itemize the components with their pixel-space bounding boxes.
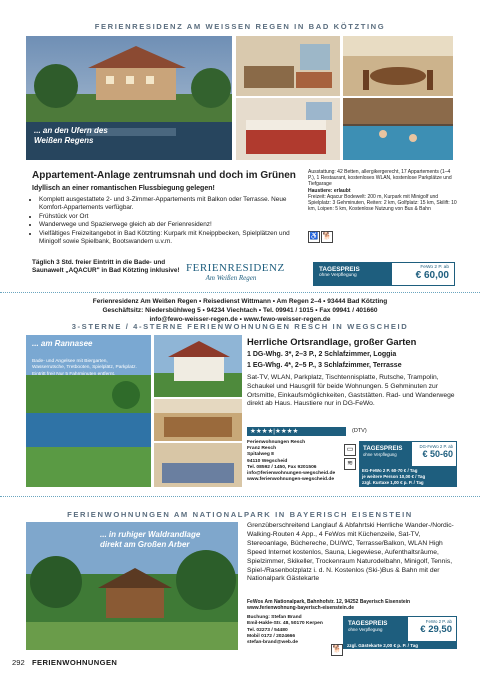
dog-icon: 🐕 [331, 644, 343, 656]
price-from: FeWo 2 P. ab [420, 265, 449, 270]
wifi-icon: ≋ [344, 458, 356, 470]
contact-line: info@fewo-weisser-regen.de • www.fewo-weisser-regen.de [149, 316, 331, 324]
contact-block-3 [247, 599, 459, 612]
feature-item: • Wanderwege und Spazierwege gleich ab der Ferienresidenz! [39, 221, 296, 229]
photo-caption-1: ... in ruhiger Waldrandlage [100, 530, 201, 539]
photo-dining-room [343, 36, 453, 96]
footer-section: FERIENWOHNUNGEN [32, 658, 118, 667]
photo-kitchen [154, 399, 242, 441]
address-line: Spitalweg 8 [247, 452, 274, 458]
info-pets: Haustiere: erlaubt [308, 187, 351, 194]
logo-main: FERIENRESIDENZ [186, 262, 285, 274]
address-line: Mobil 0172 / 2024666 [247, 633, 296, 639]
info-amenities: Ausstattung: 42 Betten, allergikergerecht, 17 Appartements (1–4 P.), 1 Restaurant, kostenloses WLAN, kostenlose Parkplätze und Tiefgarage [308, 169, 452, 188]
section-title-1: FERIENRESIDENZ AM WEISSEN REGEN IN BAD KÖTZTING [94, 22, 386, 31]
price-box-1 [313, 262, 455, 286]
address-line: 94110 Wegscheid [247, 458, 288, 464]
price-label: TAGESPREIS [319, 266, 360, 273]
apartment-line-2: 1 EG-Whg. 4*, 2–5 P., 3 Schlafzimmer, Terrasse [247, 362, 402, 369]
dog-icon: 🐕 [321, 231, 333, 243]
page-number: 292 [12, 658, 25, 667]
address-line: Buchung: Stefan Brand [247, 615, 302, 620]
feature-list [30, 196, 296, 246]
address-block-3 [247, 615, 347, 646]
price-box-2 [359, 441, 457, 467]
extra-price-line: je weitere Person 10,00 € / Tag [362, 474, 426, 479]
address-line: stefan-brand@web.de [247, 640, 298, 646]
promo-text: Täglich 3 Std. freier Eintritt in die Bade- und Saunawelt „AQACUR" in Bad Kötzting inklusive! [32, 259, 180, 275]
price-value: € 60,00 [415, 270, 449, 281]
section-title-2: 3-STERNE / 4-STERNE FERIENWOHNUNGEN RESCH IN WEGSCHEID [71, 322, 409, 331]
price-value: € 50-60 [422, 449, 453, 459]
contact-line: FeWos Am Nationalpark, Bahnhofstr. 12, 94252 Bayerisch Eisenstein [247, 599, 411, 605]
star-rating: ★★★★|★★★★ [247, 427, 346, 436]
price-label: TAGESPREIS [363, 445, 403, 452]
address-line: Tel. 02273 / 54480 [247, 627, 288, 633]
photo-caption-2: Weißen Regens [34, 136, 94, 145]
rating-label: (DTV) [352, 428, 367, 434]
feature-item: • Vielfältiges Freizeitangebot in Bad Kötzting: Kurpark mit Kneippbecken, Spielplätzen und Minigolf sowie Spielbank, Bootswandern u.v.m. [39, 230, 296, 247]
price-sub: ohne Verpflegung [319, 273, 357, 278]
address-line: info@ferienwohnungen-wegscheid.de [247, 471, 336, 477]
divider [0, 496, 480, 497]
photo-riverside [26, 36, 232, 160]
feature-item: • Frühstück vor Ort [39, 213, 296, 221]
logo-sub: Am Weißen Regen [205, 274, 257, 282]
address-line: Ferienwohnungen Resch [247, 440, 306, 445]
info-block-1 [308, 169, 458, 212]
price-sub: ohne Verpflegung [348, 627, 383, 632]
address-line: www.ferienwohnungen-wegscheid.de [247, 477, 335, 483]
extra-prices-2 [359, 467, 457, 487]
photo-text: Bade- und Angelsee mit Biergarten, Wasserrutsche, Tretbooten, Spielplätz, Parkplatz. Eintritt frei! Nur 5 Fahrminuten entfernt. [32, 359, 137, 377]
description-2: Sat-TV, WLAN, Parkplatz, Tischtennisplatte, Rutsche, Trampolin, Schaukel und Hausgrill für beide Wohnungen. 5 Gehminuten zur Ortsmitte, Einkaufsmöglichkeiten, Gaststätten. Rad- und Wanderwege direkt ab Haus. Haustiere nur in DG-FeWo. [247, 374, 455, 408]
photo-bedroom-2 [154, 443, 242, 487]
residence-logo [186, 262, 285, 282]
photo-pool [343, 98, 453, 160]
photo-caption-1: ... an den Ufern des [34, 126, 108, 135]
photo-bedroom [236, 98, 340, 160]
tv-icon: ▭ [344, 444, 356, 456]
address-line: Tel. 08592 / 1450, Fax 9201506 [247, 464, 317, 470]
price-box-3 [343, 616, 457, 642]
price-value: € 29,50 [420, 624, 452, 635]
extra-price-3: zzgl. Gästekarte 2,00 € p. P. / Tag [343, 642, 457, 649]
price-from: DG-FeWo 2 P. ab [419, 444, 453, 449]
price-label: TAGESPREIS [348, 620, 388, 627]
apartment-line-1: 1 DG-Whg. 3*, 2–3 P., 2 Schlafzimmer, Loggia [247, 351, 397, 358]
subheadline-1: Idyllisch an einer romantischen Flussbiegung gelegen! [32, 185, 215, 192]
feature-item: • Komplett ausgestattete 2- und 3-Zimmer-Appartements mit Balkon oder Terrasse. Neue Komfort-Appartements verfügbar. [39, 196, 296, 213]
contact-block-1 [0, 297, 480, 325]
photo-lake [26, 335, 151, 487]
section-title-3: FERIENWOHNUNGEN AM NATIONALPARK IN BAYERISCH EISENSTEIN [67, 510, 413, 519]
extra-price-line: EG-FeWo 2 P. 60-70 € / Tag [362, 468, 418, 473]
divider [0, 292, 480, 293]
photo-house [154, 335, 242, 397]
headline-1: Appartement-Anlage zentrumsnah und doch im Grünen [32, 170, 296, 181]
extra-price-line: zzgl. Kurtaxe 1,00 € p. P. / Tag [362, 480, 424, 485]
contact-line: Geschäftsitz: Niedersbühlweg 5 • 94234 Viechtach • Tel. 09941 / 1015 • Fax 09941 / 401660 [102, 307, 378, 315]
contact-line: Ferienresidenz Am Weißen Regen • Reisedienst Wittmann • Am Regen 2–4 • 93444 Bad Kötzting [92, 298, 388, 305]
address-line: Emil-Hakle-Str. 48, 50170 Kerpen [247, 621, 323, 627]
price-sub: ohne Verpflegung [363, 452, 397, 457]
photo-living-room [236, 36, 340, 96]
contact-line: www.ferienwohnung-bayerisch-eisenstein.de [247, 605, 355, 612]
headline-2: Herrliche Ortsrandlage, großer Garten [247, 336, 417, 347]
wheelchair-icon: ♿ [308, 231, 320, 243]
photo-caption-2: direkt am Großen Arber [100, 540, 190, 549]
info-distances: Freizeit: Aqacur Bodewelt: 200 m, Kurpark mit Minigolf und Spielplatz: 3 Gehminuten, Reiten: 2 km, Golfplatz: 15 km, Skilift: 10 km, Loipen: 5 km, Kostenlose Nutzung von Bus & Bahn [308, 193, 457, 213]
photo-forest-house [26, 522, 238, 650]
photo-caption: ... am Rannasee [32, 339, 93, 348]
price-from: FeWo 2 P. ab [425, 619, 452, 624]
description-3: Grenzüberschreitend Langlauf & Abfahrtski Herrliche Wander-/Nordic-Walking-Routen 4 App., 4 FeWos mit Küchenzeile, Sat-TV, Stereoanlage, Büchereche, DU/WC, Terrasse/Balkon, WLAN High Speed Internet kostenlos, Sauna, Liegewiese, Aufenthaltsräume, Spielzimmer, Skikeller, Trockenraum Naturodelbahn, Minigolf, Tennis, Spiel-/Rasenbolzplatz i. d. N. Kostenlos (Ski-)Bus & Bahn mit der Nationalpark Gästekarte [247, 522, 454, 583]
address-line: Franz Resch [247, 446, 277, 452]
address-block-2 [247, 440, 345, 483]
